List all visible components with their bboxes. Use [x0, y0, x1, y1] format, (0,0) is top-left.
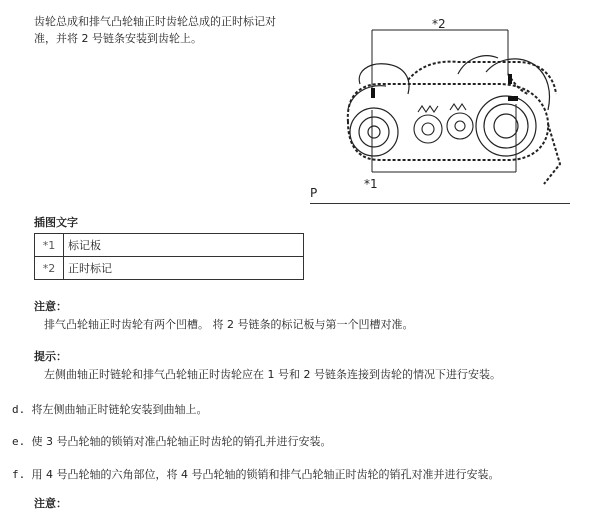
timing-marks — [371, 74, 518, 101]
step-label: f. — [12, 468, 26, 481]
step-text: 使 3 号凸轮轴的锁销对准凸轮轴正时齿轮的销孔并进行安装。 — [31, 435, 332, 448]
step-text: 将左侧曲轴正时链轮安装到曲轴上。 — [31, 403, 208, 416]
legend-mark: *2 — [35, 257, 64, 280]
step-text: 用 4 号凸轮轴的六角部位，将 4 号凸轮轴的锁销和排气凸轮轴正时齿轮的销孔对准并进行安装。 — [31, 468, 500, 481]
hint-text: 左侧曲轴正时链轮和排气凸轮轴正时齿轮应在 1 号和 2 号链条连接到齿轮的情况下进行安装。 — [44, 368, 501, 381]
notice-heading: 注意： — [34, 300, 67, 313]
legend-heading: 插图文字 — [34, 216, 78, 229]
callout-2-leader — [372, 30, 508, 88]
callout-1-leader — [372, 104, 516, 172]
figure-corner-label: P — [310, 186, 318, 200]
middle-sprockets — [414, 104, 473, 143]
step-label: e. — [12, 435, 26, 448]
step-label: d. — [12, 403, 26, 416]
legend-text: 正时标记 — [64, 257, 304, 280]
legend-text: 标记板 — [64, 234, 304, 257]
figure-divider — [310, 203, 570, 204]
step-f — [12, 466, 499, 482]
table-row — [35, 234, 304, 257]
table-row — [35, 257, 304, 280]
step-d — [12, 401, 208, 417]
hint-heading: 提示： — [34, 350, 67, 363]
legend-table — [34, 233, 304, 280]
step-e — [12, 433, 332, 449]
callout-1-label: *1 — [364, 177, 378, 191]
timing-chain-illustration — [308, 14, 568, 204]
callout-2-label: *2 — [432, 17, 446, 31]
intro-text — [34, 13, 304, 47]
trailing-notice-heading: 注意： — [34, 497, 67, 510]
legend-mark: *1 — [35, 234, 64, 257]
intro-line-1: 齿轮总成和排气凸轮轴正时齿轮总成的正时标记对 — [34, 15, 276, 28]
left-sprocket — [348, 64, 409, 156]
right-sprocket — [458, 56, 550, 156]
notice-text: 排气凸轮轴正时齿轮有两个凹槽。 将 2 号链条的标记板与第一个凹槽对准。 — [44, 318, 414, 331]
intro-line-2: 准，并将 2 号链条安装到齿轮上。 — [34, 32, 202, 45]
